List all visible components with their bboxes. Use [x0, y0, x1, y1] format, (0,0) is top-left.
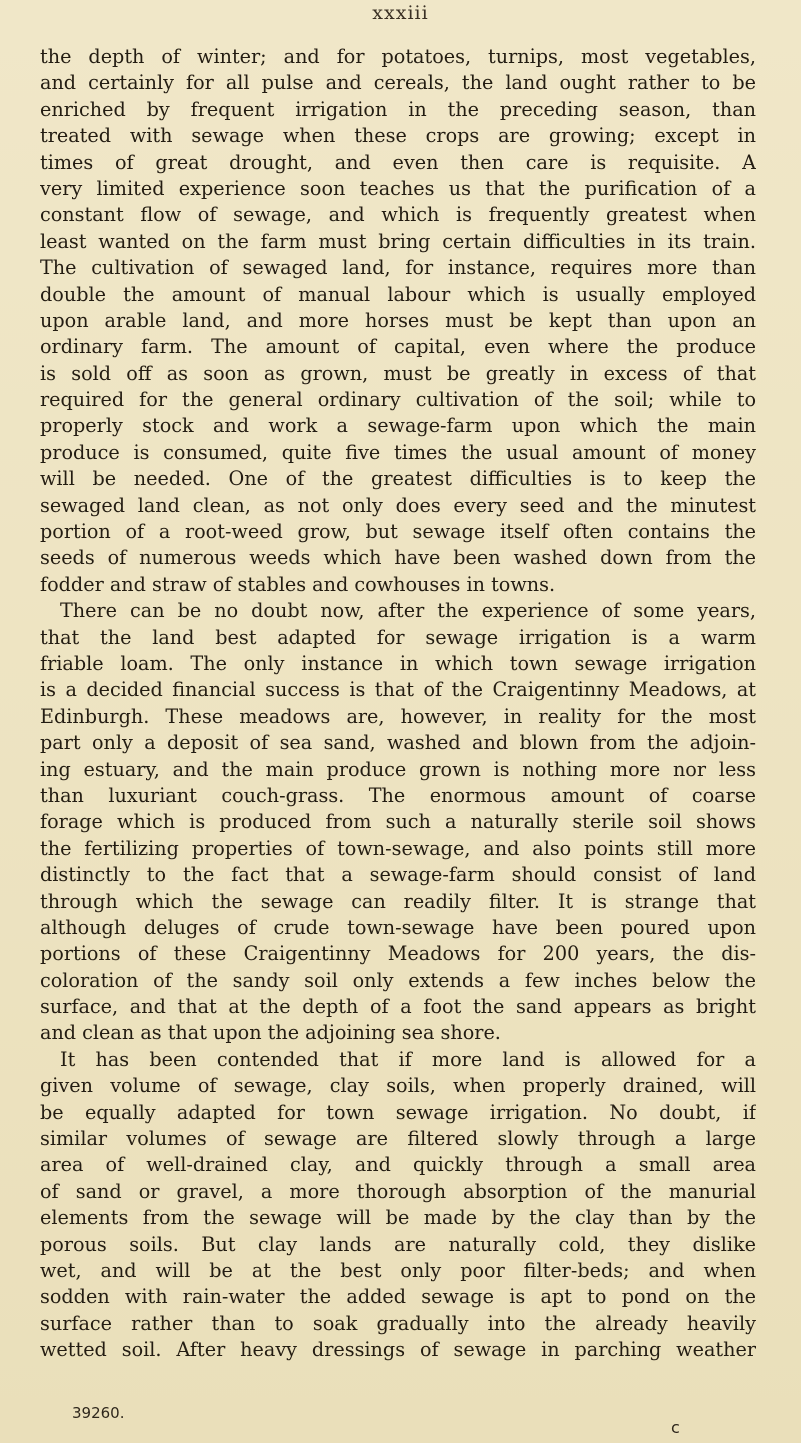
text-line: constant flow of sewage, and which is frequently greatest when [40, 203, 756, 227]
text-line: through which the sewage can readily filter. It is strange that [40, 889, 756, 913]
text-line: that the land best adapted for sewage irrigation is a warm [40, 625, 756, 649]
text-line: and certainly for all pulse and cereals, the land ought rather to be [40, 71, 756, 95]
text-line: enriched by frequent irrigation in the preceding season, than [40, 97, 756, 121]
text-line: given volume of sewage, clay soils, when properly drained, will [40, 1074, 756, 1098]
text-line: is sold off as soon as grown, must be greatly in excess of that [40, 361, 756, 385]
text-line: porous soils. But clay lands are naturally cold, they dislike [40, 1232, 756, 1256]
text-line: coloration of the sandy soil only extends a few inches below the [40, 968, 756, 992]
text-line: of sand or gravel, a more thorough absorption of the manurial [40, 1179, 756, 1203]
page-number: xxxiii [372, 2, 429, 24]
text-line: distinctly to the fact that a sewage-farm should consist of land [40, 863, 756, 887]
text-line: portion of a root-weed grow, but sewage itself often contains the [40, 520, 756, 544]
text-line: least wanted on the farm must bring certain difficulties in its train. [40, 229, 756, 253]
text-line: friable loam. The only instance in which town sewage irrigation [40, 651, 756, 675]
text-line: portions of these Craigentinny Meadows for 200 years, the dis- [40, 942, 756, 966]
text-line: upon arable land, and more horses must be kept than upon an [40, 308, 756, 332]
text-line: required for the general ordinary cultivation of the soil; while to [40, 388, 756, 412]
text-line: forage which is produced from such a naturally sterile soil shows [40, 810, 756, 834]
text-line: ordinary farm. The amount of capital, even where the produce [40, 335, 756, 359]
text-line: sewaged land clean, as not only does every seed and the minutest [40, 493, 756, 517]
text-line: properly stock and work a sewage-farm upon which the main [40, 414, 756, 438]
text-line: double the amount of manual labour which is usually employed [40, 282, 756, 306]
text-line: the depth of winter; and for potatoes, turnips, most vegetables, [40, 45, 756, 68]
text-line: part only a deposit of sea sand, washed and blown from the adjoin- [40, 731, 756, 755]
text-line: times of great drought, and even then care is requisite. A [40, 150, 756, 174]
text-line: elements from the sewage will be made by the clay than by the [40, 1206, 756, 1230]
text-line: seeds of numerous weeds which have been washed down from the [40, 546, 756, 570]
text-line: surface, and that at the depth of a foot the sand appears as bright [40, 995, 756, 1019]
text-line: ing estuary, and the main produce grown is nothing more nor less [40, 757, 756, 781]
signature-mark: c [671, 1418, 680, 1437]
text-line: Edinburgh. These meadows are, however, in reality for the most [40, 704, 756, 728]
body-text [40, 44, 756, 1364]
text-line: and clean as that upon the adjoining sea shore. [40, 1021, 501, 1045]
text-line: be equally adapted for town sewage irrigation. No doubt, if [40, 1100, 756, 1124]
text-line: The cultivation of sewaged land, for instance, requires more than [40, 256, 756, 280]
text-line: It has been contended that if more land is allowed for a [60, 1047, 756, 1071]
text-line: very limited experience soon teaches us that the purification of a [40, 176, 756, 200]
text-line: produce is consumed, quite five times the usual amount of money [40, 440, 756, 464]
text-line: area of well-drained clay, and quickly through a small area [40, 1153, 756, 1177]
text-line: than luxuriant couch-grass. The enormous amount of coarse [40, 783, 756, 807]
text-line: will be needed. One of the greatest difficulties is to keep the [40, 467, 756, 491]
text-line: surface rather than to soak gradually into the already heavily [40, 1311, 756, 1335]
text-line: is a decided financial success is that of the Craigentinny Meadows, at [40, 678, 756, 702]
text-line: similar volumes of sewage are filtered slowly through a large [40, 1127, 756, 1151]
text-line: treated with sewage when these crops are growing; except in [40, 124, 756, 148]
text-line: wetted soil. After heavy dressings of sewage in parching weather [40, 1338, 756, 1362]
text-line: the fertilizing properties of town-sewage, and also points still more [40, 836, 756, 860]
text-line: fodder and straw of stables and cowhouses in towns. [40, 572, 556, 596]
text-line: There can be no doubt now, after the experience of some years, [60, 599, 756, 623]
text-line: although deluges of crude town-sewage have been poured upon [40, 915, 756, 939]
text-line: sodden with rain-water the added sewage is apt to pond on the [40, 1285, 756, 1309]
text-line: wet, and will be at the best only poor filter-beds; and when [40, 1258, 756, 1282]
printer-number: 39260. [72, 1404, 125, 1422]
